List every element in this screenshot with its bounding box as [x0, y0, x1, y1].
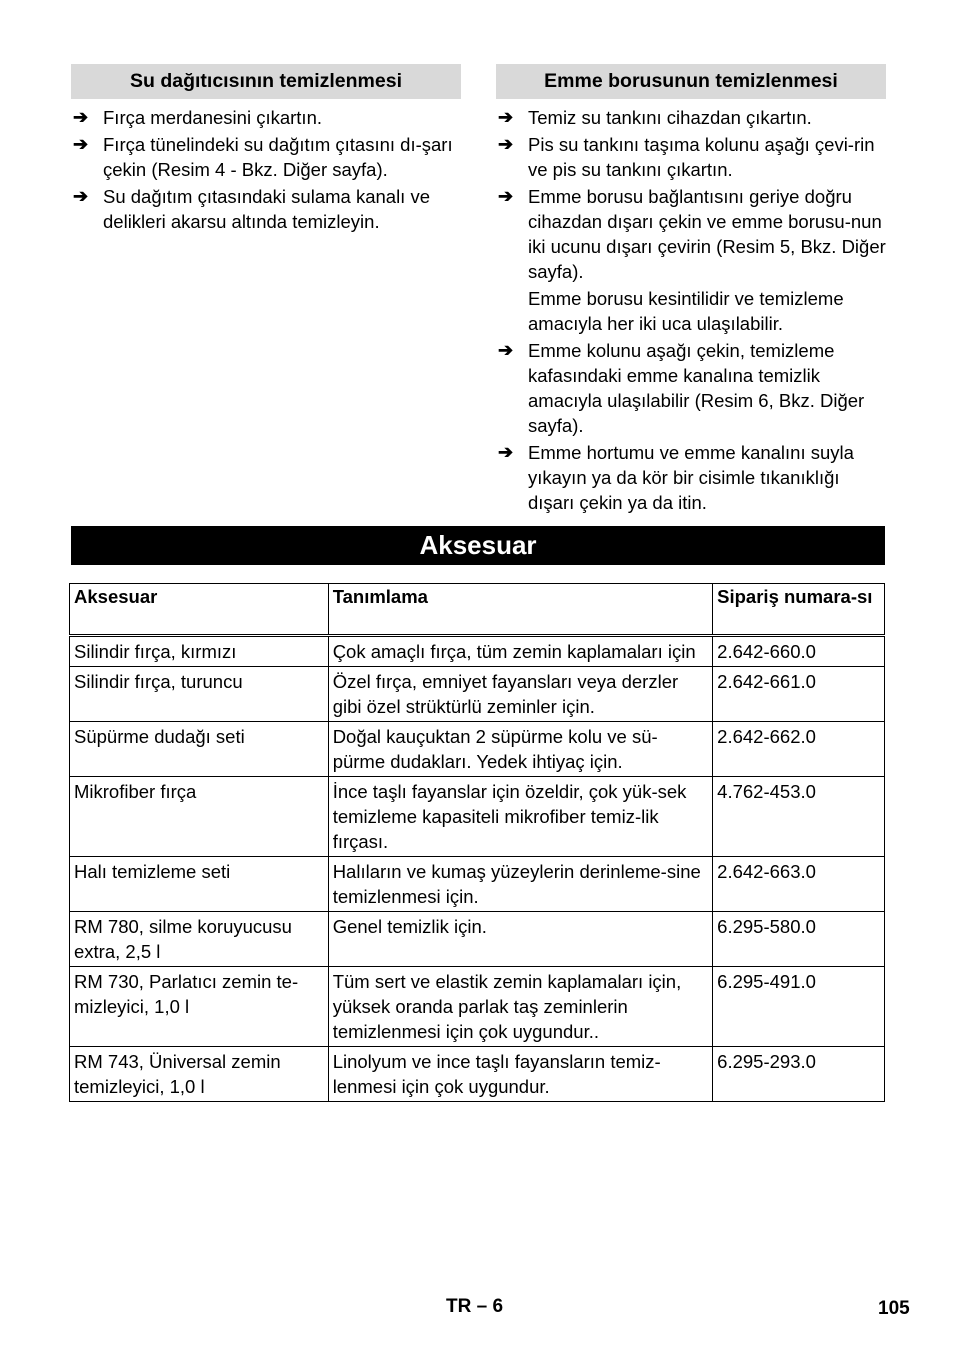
- step-text: Fırça tünelindeki su dağıtım çıtasını dı-şarı çekin (Resim 4 - Bkz. Diğer sayfa).: [103, 134, 453, 180]
- footer-language-page: TR – 6: [446, 1296, 504, 1317]
- cell-description: İnce taşlı fayanslar için özeldir, çok yük-sek temizleme kapasiteli mikrofiber temiz-lik fırçası.: [328, 777, 712, 857]
- step-text: Pis su tankını taşıma kolunu aşağı çevi-rin ve pis su tankını çıkartın.: [528, 134, 875, 180]
- cell-description: Özel fırça, emniyet fayansları veya derzler gibi özel strüktürlü zeminler için.: [328, 667, 712, 722]
- cell-accessory: Mikrofiber fırça: [70, 777, 329, 857]
- cell-order-number: 4.762-453.0: [713, 777, 885, 857]
- accessories-table: [69, 583, 885, 1102]
- table-row: [70, 722, 885, 777]
- list-item: [496, 105, 886, 130]
- arrow-right-icon: ➔: [498, 134, 514, 154]
- left-steps-list: [71, 105, 461, 234]
- cell-accessory: Silindir fırça, turuncu: [70, 667, 329, 722]
- cell-description: Çok amaçlı fırça, tüm zemin kaplamaları için: [328, 636, 712, 667]
- list-item: [71, 184, 461, 234]
- cell-order-number: 6.295-293.0: [713, 1047, 885, 1102]
- arrow-right-icon: ➔: [498, 442, 514, 462]
- table-row: [70, 912, 885, 967]
- cell-order-number: 2.642-662.0: [713, 722, 885, 777]
- arrow-right-icon: ➔: [498, 340, 514, 360]
- right-steps-list: [496, 105, 886, 515]
- table-row: [70, 636, 885, 667]
- accessories-banner: Aksesuar: [71, 526, 885, 565]
- right-section-title: Emme borusunun temizlenmesi: [496, 64, 886, 99]
- arrow-right-icon: ➔: [73, 107, 89, 127]
- cell-accessory: Halı temizleme seti: [70, 857, 329, 912]
- cell-description: Tüm sert ve elastik zemin kaplamaları için, yüksek oranda parlak taş zeminlerin temizlenmesi için çok uygundur..: [328, 967, 712, 1047]
- cell-description: Linolyum ve ince taşlı fayansların temiz-lenmesi için çok uygundur.: [328, 1047, 712, 1102]
- cell-order-number: 2.642-663.0: [713, 857, 885, 912]
- column-header-description: Tanımlama: [328, 584, 712, 636]
- cell-accessory: Silindir fırça, kırmızı: [70, 636, 329, 667]
- list-item: [71, 132, 461, 182]
- cell-description: Doğal kauçuktan 2 süpürme kolu ve sü-pürme dudakları. Yedek ihtiyaç için.: [328, 722, 712, 777]
- cell-order-number: 6.295-491.0: [713, 967, 885, 1047]
- left-section: [71, 64, 461, 236]
- table-header-row: [70, 584, 885, 636]
- cell-accessory: RM 743, Üniversal zemin temizleyici, 1,0 l: [70, 1047, 329, 1102]
- step-text: Su dağıtım çıtasındaki sulama kanalı ve delikleri akarsu altında temizleyin.: [103, 186, 431, 232]
- arrow-right-icon: ➔: [498, 186, 514, 206]
- step-text: Emme hortumu ve emme kanalını suyla yıkayın ya da kör bir cisimle tıkanıklığı dışarı çekin ya da itin.: [528, 442, 854, 513]
- cell-accessory: Süpürme dudağı seti: [70, 722, 329, 777]
- accessories-table-body: [70, 636, 885, 1102]
- table-row: [70, 967, 885, 1047]
- arrow-right-icon: ➔: [73, 186, 89, 206]
- cell-order-number: 6.295-580.0: [713, 912, 885, 967]
- step-text: Fırça merdanesini çıkartın.: [103, 107, 322, 128]
- list-item: [496, 338, 886, 438]
- list-item: [496, 440, 886, 515]
- cell-description: Halıların ve kumaş yüzeylerin derinleme-sine temizlenmesi için.: [328, 857, 712, 912]
- arrow-right-icon: ➔: [498, 107, 514, 127]
- table-row: [70, 667, 885, 722]
- list-item: [496, 132, 886, 182]
- cell-accessory: RM 780, silme koruyucusu extra, 2,5 l: [70, 912, 329, 967]
- column-header-order-number: Sipariş numara-sı: [713, 584, 885, 636]
- left-section-title: Su dağıtıcısının temizlenmesi: [71, 64, 461, 99]
- step-text: Emme borusu bağlantısını geriye doğru cihazdan dışarı çekin ve emme borusu-nun iki ucunu dışarı çevirin (Resim 5, Bkz. Diğer sayfa).: [528, 186, 886, 282]
- list-item: [71, 105, 461, 130]
- page-number: 105: [878, 1298, 910, 1319]
- step-note: Emme borusu kesintilidir ve temizleme amacıyla her iki uca ulaşılabilir.: [528, 288, 844, 334]
- cell-description: Genel temizlik için.: [328, 912, 712, 967]
- column-header-accessory: Aksesuar: [70, 584, 329, 636]
- table-row: [70, 777, 885, 857]
- step-text: Temiz su tankını cihazdan çıkartın.: [528, 107, 812, 128]
- list-item: [496, 184, 886, 336]
- cell-order-number: 2.642-660.0: [713, 636, 885, 667]
- cell-accessory: RM 730, Parlatıcı zemin te-mizleyici, 1,0 l: [70, 967, 329, 1047]
- step-text: Emme kolunu aşağı çekin, temizleme kafasındaki emme kanalına temizlik amacıyla ulaşılabilir (Resim 6, Bkz. Diğer sayfa).: [528, 340, 865, 436]
- cell-order-number: 2.642-661.0: [713, 667, 885, 722]
- table-row: [70, 857, 885, 912]
- right-section: [496, 64, 886, 517]
- table-row: [70, 1047, 885, 1102]
- arrow-right-icon: ➔: [73, 134, 89, 154]
